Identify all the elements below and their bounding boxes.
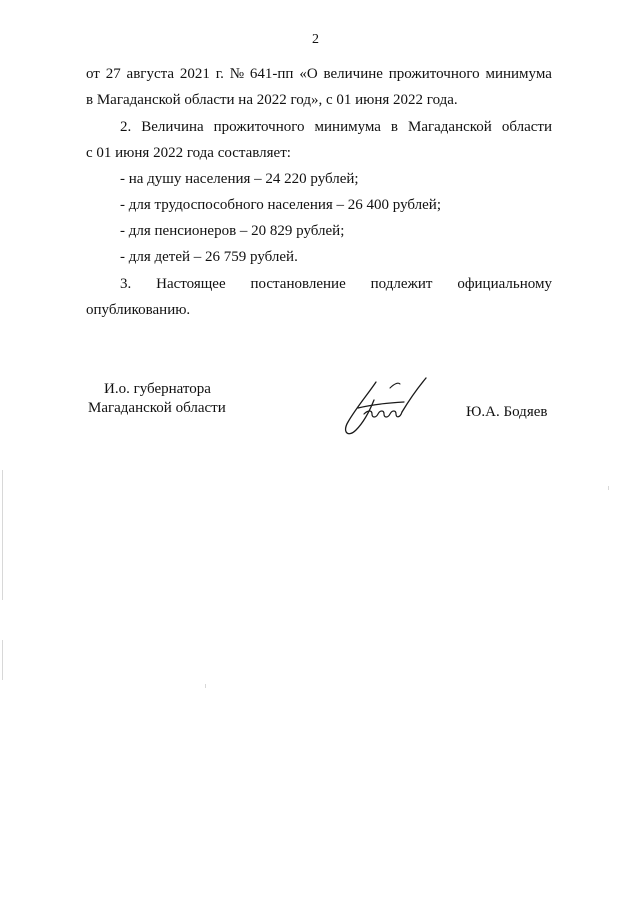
scan-speck	[205, 684, 206, 688]
paragraph-3-line-1	[120, 275, 552, 293]
word: Магаданской	[408, 119, 492, 135]
word: в	[390, 119, 399, 135]
paragraph-1-line-2: в Магаданской области на 2022 год», с 01 июня 2022 года.	[86, 92, 458, 108]
word: 2.	[120, 119, 132, 135]
list-item: - для пенсионеров – 20 829 рублей;	[120, 223, 345, 239]
word: Величина	[141, 119, 204, 135]
word: минимума	[485, 66, 552, 82]
signatory-name: Ю.А. Бодяев	[466, 404, 548, 420]
word: 641-пп	[249, 66, 294, 82]
paragraph-1-line-1	[86, 65, 552, 83]
list-item: - на душу населения – 24 220 рублей;	[120, 171, 359, 187]
scan-margin-mark	[2, 470, 3, 600]
word: области	[501, 119, 552, 135]
word: постановление	[250, 276, 346, 292]
word: 27	[105, 66, 121, 82]
word: от	[86, 66, 100, 82]
word: подлежит	[370, 276, 433, 292]
handwritten-signature	[334, 372, 438, 440]
word: 3.	[120, 276, 132, 292]
word: 2021	[179, 66, 210, 82]
signatory-title-line-2: Магаданской области	[88, 400, 226, 416]
paragraph-2-line-2: с 01 июня 2022 года составляет:	[86, 145, 291, 161]
word: №	[229, 66, 245, 82]
word: г.	[215, 66, 224, 82]
word: августа	[126, 66, 174, 82]
paragraph-2-line-1	[120, 118, 552, 136]
list-item: - для трудоспособного населения – 26 400 рублей;	[120, 197, 441, 213]
word: прожиточного	[388, 66, 480, 82]
scan-margin-mark	[2, 640, 3, 680]
word: прожиточного	[213, 119, 305, 135]
word: «О	[299, 66, 318, 82]
list-item: - для детей – 26 759 рублей.	[120, 249, 298, 265]
word: Настоящее	[156, 276, 226, 292]
scan-speck	[608, 486, 609, 490]
word: минимума	[314, 119, 381, 135]
page-number: 2	[312, 32, 319, 47]
signatory-title-line-1: И.о. губернатора	[104, 381, 211, 397]
word: величине	[323, 66, 383, 82]
paragraph-3-line-2: опубликованию.	[86, 302, 191, 318]
word: официальному	[457, 276, 552, 292]
